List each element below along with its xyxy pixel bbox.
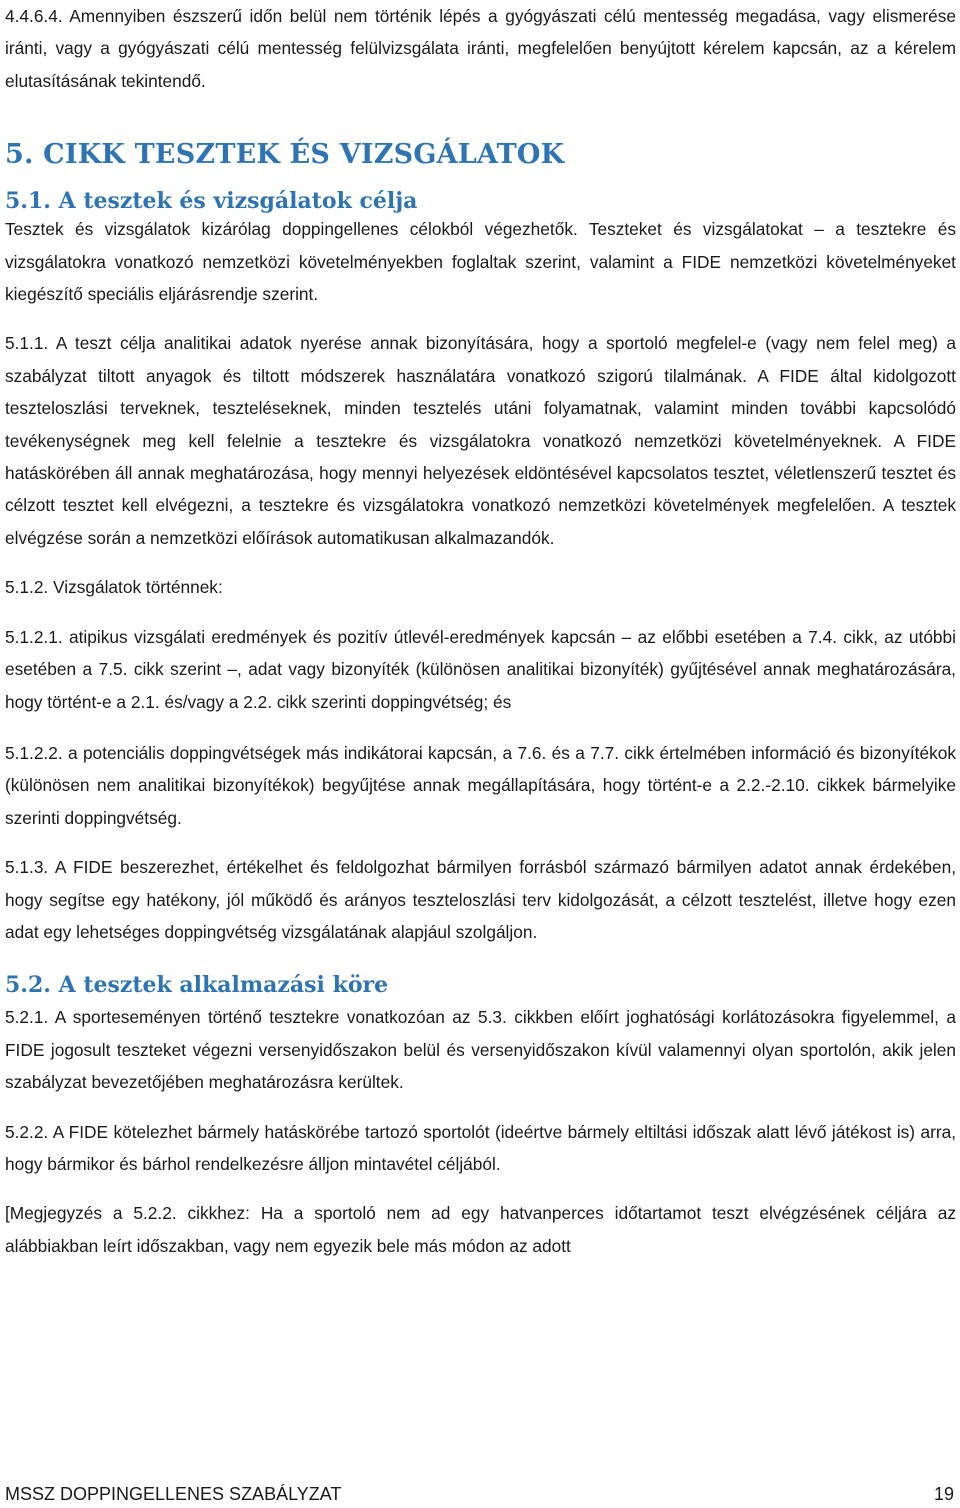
page-number: 19 bbox=[933, 1484, 954, 1504]
paragraph-5-1-3: 5.1.3. A FIDE beszerezhet, értékelhet és feldolgozhat bármilyen forrásból származó bármilyen adatot annak érdekében, hogy segítse egy hatékony, jól működő és arányos teszteloszlási terv kidolgozását, a célzott tesztelést, illetve hogy ezen adat egy lehetséges doppingvétség vizsgálatának alapjául szolgáljon. bbox=[5, 857, 956, 942]
paragraph-5-2-2: 5.2.2. A FIDE kötelezhet bármely hatáskörébe tartozó sportolót (ideértve bármely eltiltási időszak alatt lévő játékost is) arra, hogy bármikor és bárhol rendelkezésre álljon mintavétel céljából. bbox=[5, 1121, 956, 1174]
section-heading-5-1: 5.1. A tesztek és vizsgálatok célja bbox=[5, 188, 418, 215]
footer-title: MSSZ DOPPINGELLENES SZABÁLYZAT bbox=[5, 1484, 342, 1504]
paragraph-5-1-2-1: 5.1.2.1. atipikus vizsgálati eredmények és pozitív útlevél-eredmények kapcsán – az előbbi esetében a 7.4. cikk, az utóbbi esetében a 7.5. cikk szerint –, adat vagy bizonyíték (különösen analitikai bizonyíték) gyűjtésével annak meghatározására, hogy történt-e a 2.1. és/vagy a 2.2. cikk szerinti doppingvétség; és bbox=[5, 626, 956, 712]
paragraph-note: [Megjegyzés a 5.2.2. cikkhez: Ha a sportoló nem ad egy hatvanperces időtartamot teszt elvégzésének céljára az alábbiakban leírt időszakban, vagy nem egyezik bele más módon az adott bbox=[5, 1203, 956, 1256]
paragraph-5-1-1: 5.1.1. A teszt célja analitikai adatok nyerése annak bizonyítására, hogy a sportoló megfelel-e (vagy nem felel meg) a szabályzat tiltott anyagok és tiltott módszerek használatára vonatkozó szigorú tilalmának. A FIDE által kidolgozott teszteloszlási terveknek, teszteléseknek, minden tesztelés utáni folyamatnak, valamint minden további kapcsolódó tevékenységnek meg kell felelnie a tesztekre és vizsgálatokra vonatkozó nemzetközi követelményeknek. A FIDE hatáskörében áll annak meghatározása, hogy mennyi helyezések eldöntésével kapcsolatos tesztet, véletlenszerű tesztet és célzott tesztet kell elvégezni, a tesztekre és vizsgálatokra vonatkozó nemzetközi követelmények megfelelően. A tesztek elvégzése során a nemzetközi előírások automatikusan alkalmazandók. bbox=[5, 333, 956, 548]
document-page bbox=[5, 0, 956, 1262]
paragraph-4-4-6-4 bbox=[5, 0, 956, 97]
paragraph-5-1-2: 5.1.2. Vizsgálatok történnek: bbox=[5, 577, 223, 598]
page-footer bbox=[5, 1484, 954, 1508]
paragraph-number: 4.4.6.4. bbox=[5, 6, 63, 26]
paragraph-5-1-intro: Tesztek és vizsgálatok kizárólag doppingellenes célokból végezhetők. Teszteket és vizsgálatokat – a tesztekre és vizsgálatokra vonatkozó nemzetközi követelményekben foglaltak szerint, valamint a FIDE nemzetközi követelményeket kiegészítő speciális eljárásrendje szerint. bbox=[5, 219, 956, 305]
section-heading-5: 5. CIKK TESZTEK ÉS VIZSGÁLATOK bbox=[5, 139, 565, 171]
paragraph-text: Amennyiben észszerű időn belül nem történik lépés a gyógyászati célú mentesség megadása, vagy elismerése iránti, vagy a gyógyászati célú mentesség felülvizsgálata iránti, megfelelően benyújtott kérelem kapcsán, az a kérelem elutasításának tekintendő. bbox=[5, 6, 956, 91]
section-heading-5-2: 5.2. A tesztek alkalmazási köre bbox=[5, 972, 389, 999]
paragraph-5-2-1: 5.2.1. A sporteseményen történő tesztekre vonatkozóan az 5.3. cikkben előírt joghatósági korlátozásokra figyelemmel, a FIDE jogosult teszteket végezni versenyidőszakon belül és versenyidőszakon kívül valamennyi olyan sportolón, akik jelen szabályzat bevezetőjében meghatározásra kerültek. bbox=[5, 1007, 956, 1093]
paragraph-5-1-2-2: 5.1.2.2. a potenciális doppingvétségek más indikátorai kapcsán, a 7.6. és a 7.7. cikk értelmében információ és bizonyítékok (különösen nem analitikai bizonyítékok) begyűjtése annak megállapítására, hogy történt-e a 2.2.-2.10. cikkek bármelyike szerinti doppingvétség. bbox=[5, 742, 956, 828]
